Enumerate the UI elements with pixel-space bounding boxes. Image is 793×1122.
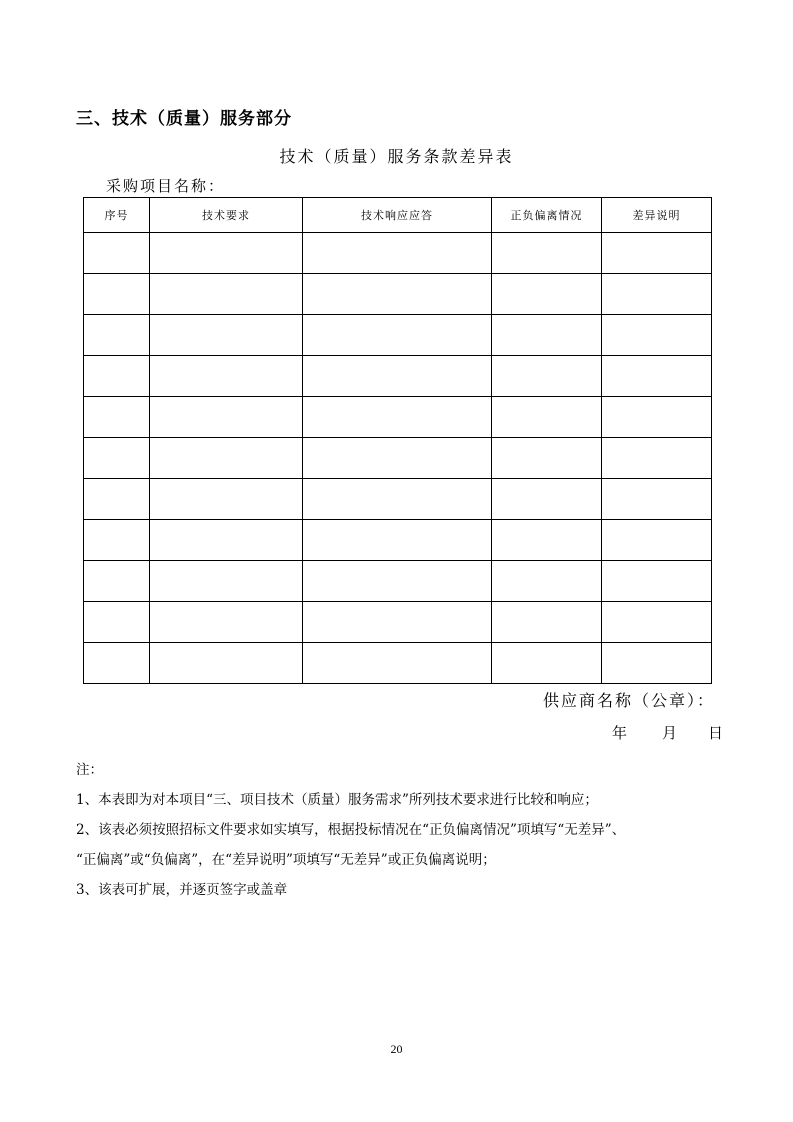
date-month-label: 月 <box>662 724 678 742</box>
table-cell <box>84 233 150 274</box>
col-header-tech-requirement: 技术要求 <box>150 198 303 233</box>
table-cell <box>84 520 150 561</box>
table-cell <box>150 397 303 438</box>
table-row <box>84 479 712 520</box>
page-number: 20 <box>390 1042 403 1056</box>
table-cell <box>303 520 492 561</box>
table-header-row <box>84 198 712 233</box>
note-item: 3、该表可扩展，并逐页签字或盖章 <box>76 882 288 898</box>
table-title: 技术（质量）服务条款差异表 <box>279 147 514 166</box>
table-cell <box>492 438 602 479</box>
note-item-continuation: “正偏离”或“负偏离”，在“差异说明”项填写“无差异”或正负偏离说明； <box>76 852 496 868</box>
table-cell <box>602 520 712 561</box>
table-row <box>84 643 712 684</box>
date-year-label: 年 <box>612 724 628 742</box>
table-cell <box>492 520 602 561</box>
table-row <box>84 438 712 479</box>
table-row <box>84 233 712 274</box>
table-cell <box>303 643 492 684</box>
table-cell <box>492 233 602 274</box>
table-cell <box>303 561 492 602</box>
notes-section <box>76 755 736 905</box>
table-cell <box>303 233 492 274</box>
table-cell <box>602 438 712 479</box>
table-row <box>84 274 712 315</box>
table-cell <box>150 233 303 274</box>
table-row <box>84 520 712 561</box>
table-cell <box>84 479 150 520</box>
note-item: 2、该表必须按照招标文件要求如实填写，根据投标情况在“正负偏离情况”项填写“无差异”、 <box>76 822 626 838</box>
table-cell <box>303 356 492 397</box>
table-cell <box>150 356 303 397</box>
table-cell <box>492 274 602 315</box>
table-cell <box>150 438 303 479</box>
table-cell <box>602 397 712 438</box>
table-cell <box>150 520 303 561</box>
table-cell <box>150 602 303 643</box>
table-cell <box>602 479 712 520</box>
table-cell <box>492 356 602 397</box>
table-cell <box>303 397 492 438</box>
table-cell <box>602 561 712 602</box>
table-cell <box>84 561 150 602</box>
table-cell <box>492 315 602 356</box>
table-cell <box>84 438 150 479</box>
table-row <box>84 397 712 438</box>
date-day-label: 日 <box>708 724 724 742</box>
table-cell <box>84 315 150 356</box>
project-name-label: 采购项目名称： <box>106 177 226 195</box>
table-cell <box>84 643 150 684</box>
table-cell <box>602 643 712 684</box>
table-cell <box>492 397 602 438</box>
table-cell <box>602 274 712 315</box>
table-cell <box>602 233 712 274</box>
note-item: 1、本表即为对本项目“三、项目技术（质量）服务需求”所列技术要求进行比较和响应； <box>76 792 598 808</box>
table-cell <box>150 479 303 520</box>
table-cell <box>303 315 492 356</box>
table-cell <box>150 643 303 684</box>
table-cell <box>492 643 602 684</box>
table-cell <box>84 602 150 643</box>
table-cell <box>492 479 602 520</box>
col-header-tech-response: 技术响应应答 <box>303 198 492 233</box>
col-header-difference-note: 差异说明 <box>602 198 712 233</box>
table-cell <box>303 602 492 643</box>
table-cell <box>602 356 712 397</box>
table-cell <box>492 602 602 643</box>
supplier-name-label: 供应商名称（公章）： <box>542 691 715 710</box>
deviation-table <box>83 197 712 684</box>
table-cell <box>303 479 492 520</box>
table-row <box>84 602 712 643</box>
table-cell <box>492 561 602 602</box>
table-cell <box>84 274 150 315</box>
table-cell <box>303 438 492 479</box>
table-row <box>84 315 712 356</box>
table-cell <box>150 274 303 315</box>
table-row <box>84 561 712 602</box>
col-header-serial: 序号 <box>84 198 150 233</box>
col-header-deviation: 正负偏离情况 <box>492 198 602 233</box>
table-cell <box>84 356 150 397</box>
table-row <box>84 356 712 397</box>
table-cell <box>84 397 150 438</box>
table-cell <box>303 274 492 315</box>
table-cell <box>150 315 303 356</box>
table-cell <box>602 602 712 643</box>
table-cell <box>150 561 303 602</box>
notes-title: 注： <box>76 762 103 778</box>
table-cell <box>602 315 712 356</box>
section-heading: 三、技术（质量）服务部分 <box>76 109 292 129</box>
